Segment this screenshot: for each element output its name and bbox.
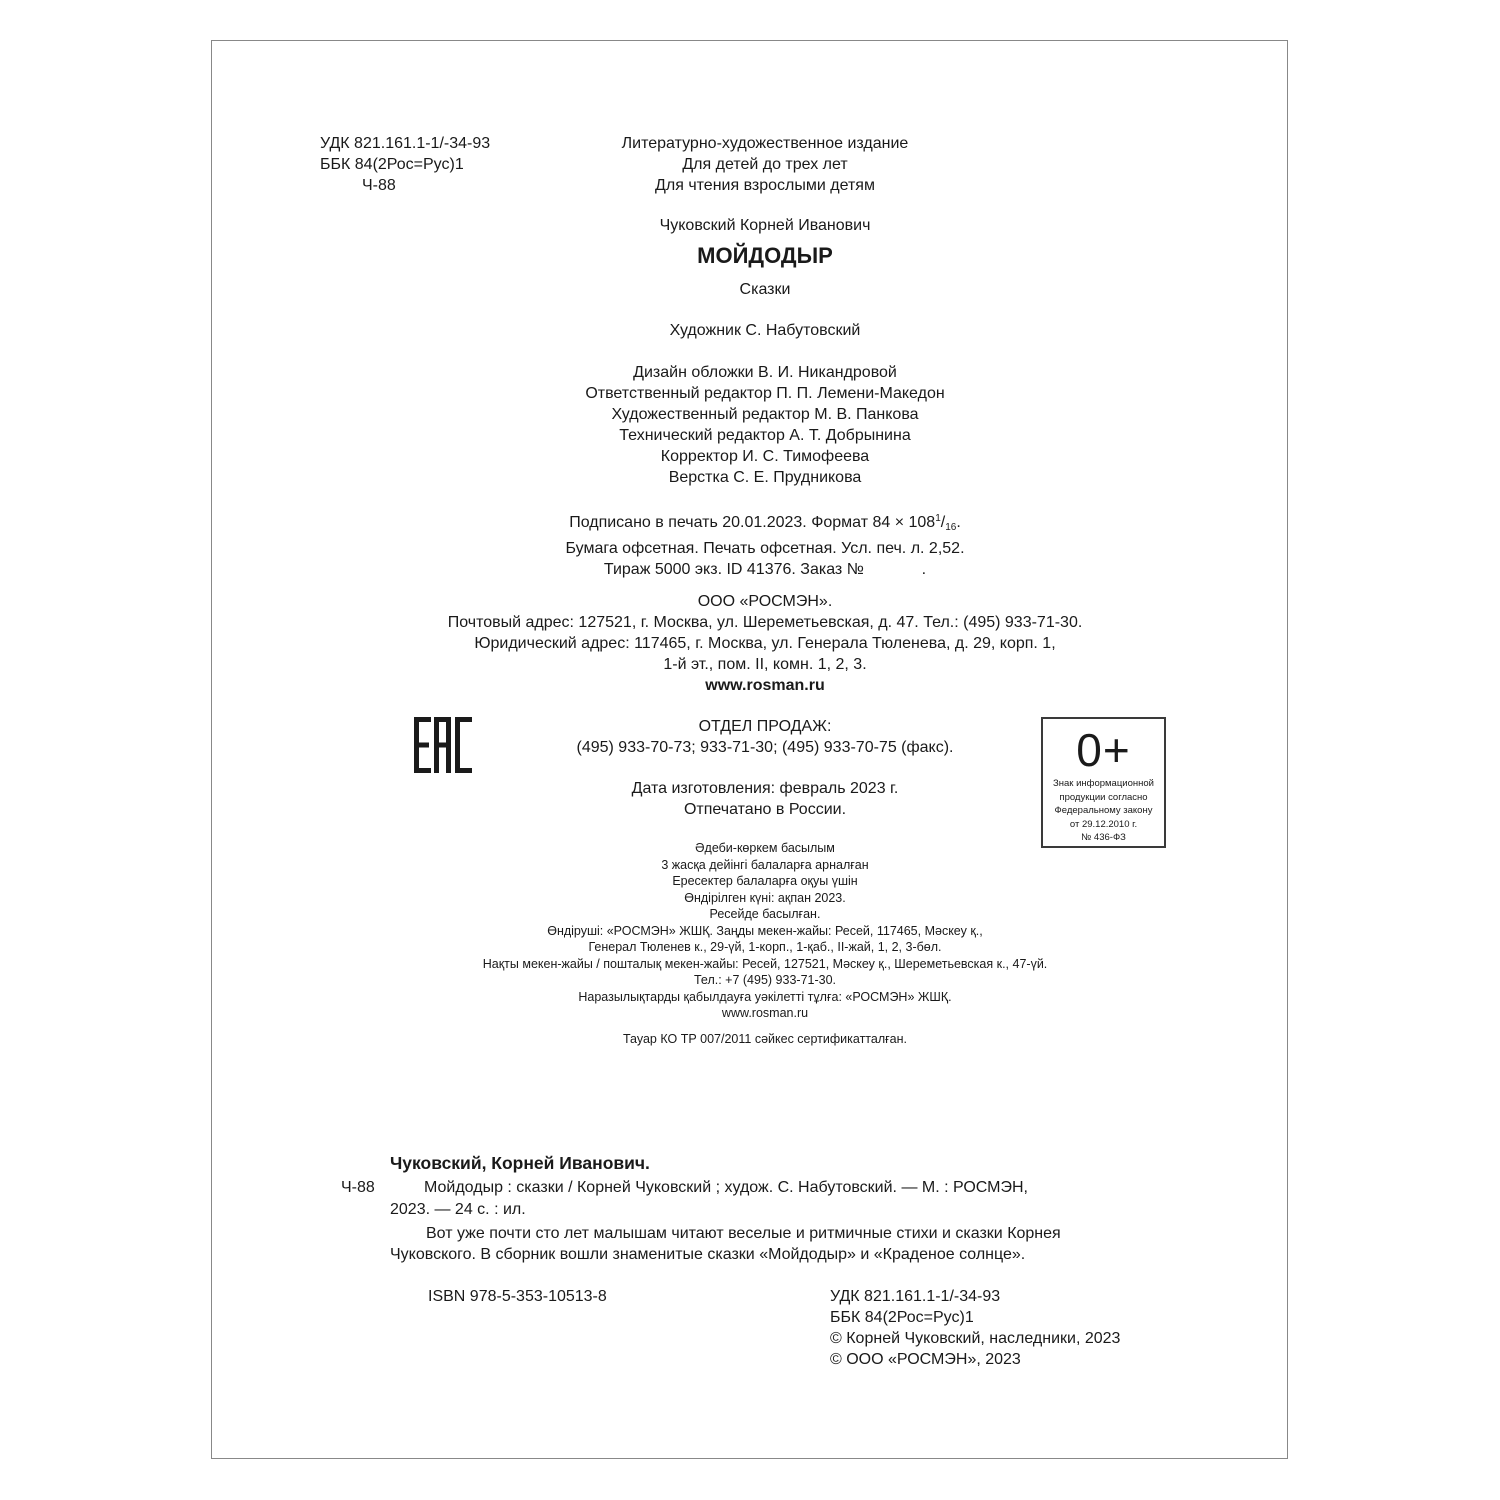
- print-format-line: Подписано в печать 20.01.2023. Формат $84 \times 108^1/_{16}$.: [569, 513, 961, 533]
- catalog-annotation: Вот уже почти сто лет малышам читают веселые и ритмичные стихи и сказки Корнея: [426, 1225, 1061, 1242]
- kazakh-line: Ресейде басылған.: [709, 907, 821, 921]
- staff-line: Дизайн обложки В. И. Никандровой: [633, 364, 897, 381]
- bbk-code: ББК 84(2Рос=Рус)1: [320, 156, 464, 173]
- legal-address: Юридический адрес: 117465, г. Москва, ул. Генерала Тюленева, д. 29, корп. 1,: [474, 635, 1056, 652]
- sales-info: [380, 716, 1150, 758]
- manufacture-info: [380, 778, 1150, 820]
- author-mark: Ч-88: [362, 177, 396, 194]
- catalog-author-heading: Чуковский, Корней Иванович.: [390, 1153, 650, 1173]
- print-run-line: Тираж 5000 экз. ID 41376. Заказ № .: [603, 561, 927, 578]
- kazakh-line: Өндіруші: «РОСМЭН» ЖШҚ. Заңды мекен-жайы: Ресей, 117465, Мәскеу қ.,: [547, 923, 983, 938]
- kazakh-block: [360, 840, 1170, 1022]
- sales-heading: ОТДЕЛ ПРОДАЖ:: [698, 718, 832, 735]
- manufacture-date: Дата изготовления: февраль 2023 г.: [631, 780, 899, 797]
- staff-line: Технический редактор А. Т. Добрынина: [619, 427, 911, 444]
- sales-phones: (495) 933-70-73; 933-71-30; (495) 933-70-75 (факс).: [576, 739, 954, 756]
- illustrator: Художник С. Набутовский: [669, 322, 861, 339]
- kazakh-line: Өндірілген күні: ақпан 2023.: [684, 890, 846, 905]
- kazakh-certification: Тауар КО ТР 007/2011 сәйкес сертификатталған.: [622, 1032, 908, 1046]
- bbk-code: ББК 84(2Рос=Рус)1: [830, 1309, 974, 1326]
- catalog-description: Мойдодыр : сказки / Корней Чуковский ; худож. С. Набутовский. — М. : РОСМЭН,: [424, 1179, 1028, 1196]
- legal-address-cont: 1-й эт., пом. II, комн. 1, 2, 3.: [663, 656, 867, 673]
- catalog-annotation-cont: Чуковского. В сборник вошли знаменитые сказки «Мойдодыр» и «Краденое солнце».: [390, 1246, 1026, 1263]
- staff-line: Художественный редактор М. В. Панкова: [611, 406, 919, 423]
- printed-in: Отпечатано в России.: [683, 801, 847, 818]
- edition-line: Литературно-художественное издание: [621, 135, 909, 152]
- kazakh-line: Тел.: +7 (495) 933-71-30.: [693, 973, 837, 987]
- staff-list: [380, 362, 1150, 488]
- edition-line: Для детей до трех лет: [682, 156, 848, 173]
- publisher-info: [380, 591, 1150, 696]
- age-rating-box: [1041, 717, 1166, 848]
- book-title: МОЙДОДЫР: [697, 243, 833, 268]
- kazakh-line: 3 жасқа дейінгі балаларға арналған: [661, 857, 869, 872]
- kazakh-line: Наразылықтарды қабылдауға уәкілетті тұлға: «РОСМЭН» ЖШҚ.: [578, 989, 952, 1004]
- postal-address: Почтовый адрес: 127521, г. Москва, ул. Шереметьевская, д. 47. Тел.: (495) 933-71-30.: [447, 614, 1083, 631]
- kazakh-line: www.rosman.ru: [721, 1006, 809, 1020]
- publisher-name: ООО «РОСМЭН».: [697, 593, 833, 610]
- catalog-description-cont: 2023. — 24 с. : ил.: [390, 1201, 526, 1218]
- udk-code: УДК 821.161.1-1/-34-93: [830, 1288, 1001, 1305]
- copyright-author: © Корней Чуковский, наследники, 2023: [830, 1330, 1121, 1347]
- kazakh-line: Ересектер балаларға оқуы үшін: [672, 874, 858, 888]
- kazakh-line: Генерал Тюленев к., 29-үй, 1-корп., 1-қаб., II-жай, 1, 2, 3-бөл.: [588, 940, 942, 954]
- age-rating-note: Знак информационной продукции согласно Федеральному закону от 29.12.2010 г. № 436-ФЗ: [1053, 778, 1154, 843]
- catalog-right-block: [830, 1286, 1120, 1370]
- catalog-code: Ч-88: [341, 1179, 375, 1196]
- kazakh-line: Әдеби-көркем басылым: [695, 841, 835, 855]
- edition-info: [380, 133, 1150, 196]
- staff-line: Верстка С. Е. Прудникова: [668, 469, 862, 486]
- print-paper-line: Бумага офсетная. Печать офсетная. Усл. печ. л. 2,52.: [565, 540, 965, 557]
- age-rating-label: 0+: [1076, 724, 1131, 776]
- print-info: [380, 508, 1150, 580]
- udk-code: УДК 821.161.1-1/-34-93: [320, 135, 491, 152]
- kazakh-line: Нақты мекен-жайы / пошталық мекен-жайы: Ресей, 127521, Мәскеу қ., Шереметьевская к., 47-үй.: [482, 956, 1048, 971]
- author-name: Чуковский Корней Иванович: [659, 217, 871, 234]
- copyright-publisher: © ООО «РОСМЭН», 2023: [830, 1351, 1021, 1368]
- publisher-website: www.rosman.ru: [705, 677, 825, 694]
- isbn: ISBN 978-5-353-10513-8: [428, 1288, 607, 1305]
- edition-line: Для чтения взрослыми детям: [655, 177, 875, 194]
- staff-line: Корректор И. С. Тимофеева: [660, 448, 870, 465]
- staff-line: Ответственный редактор П. П. Лемени-Македон: [585, 385, 945, 402]
- book-genre: Сказки: [739, 281, 791, 298]
